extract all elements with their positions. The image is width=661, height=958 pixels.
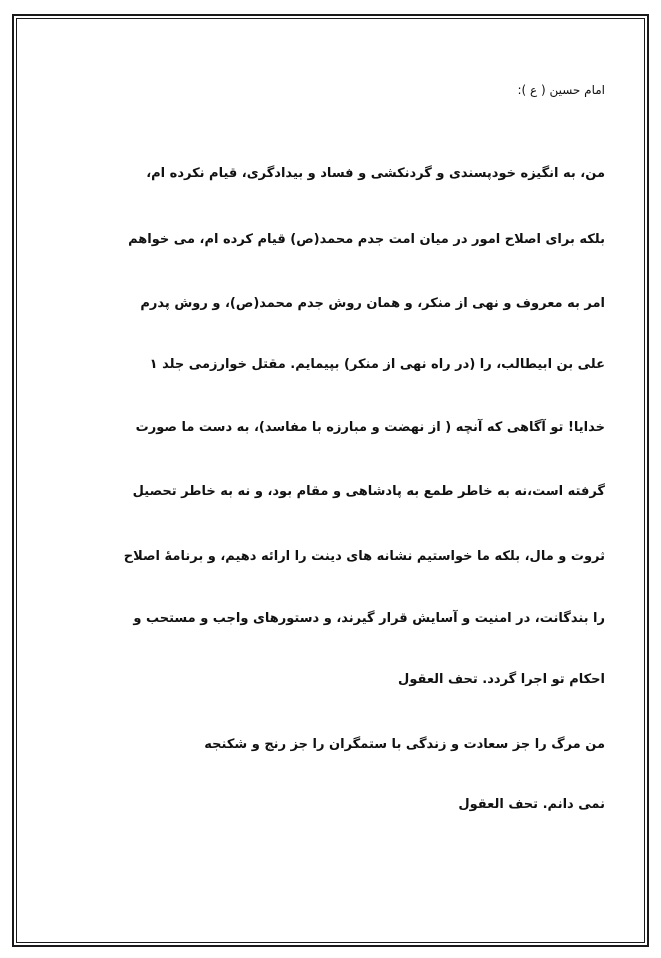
text-line: نمی دانم. تحف العقول bbox=[458, 797, 605, 812]
text-line: ثروت و مال، بلکه ما خواستیم نشانه های دینت را ارائه دهیم، و برنامهٔ اصلاح bbox=[123, 549, 605, 564]
text-line: من، به انگیزه خودپسندی و گردنکشی و فساد و بیدادگری، قیام نکرده ام، bbox=[146, 166, 605, 181]
text-line: امر به معروف و نهی از منکر، و همان روش جدم محمد(ص)، و روش پدرم bbox=[140, 296, 605, 311]
text-line: گرفته است،نه به خاطر طمع به پادشاهی و مقام بود، و نه به خاطر تحصیل bbox=[132, 484, 605, 499]
text-line: را بندگانت، در امنیت و آسایش قرار گیرند، و دستورهای واجب و مستحب و bbox=[133, 611, 605, 626]
text-line: خدایا! تو آگاهی که آنچه ( از نهضت و مبارزه با مفاسد)، به دست ما صورت bbox=[135, 420, 605, 435]
document-heading: امام حسین ( ع ): bbox=[517, 83, 605, 97]
text-line: احکام تو اجرا گردد. تحف العقول bbox=[398, 672, 605, 687]
text-line: علی بن ابیطالب، را (در راه نهی از منکر) بپیمایم. مقتل خوارزمی جلد ۱ bbox=[149, 357, 605, 372]
text-line: بلکه برای اصلاح امور در میان امت جدم محمد(ص) قیام کرده ام، می خواهم bbox=[128, 232, 605, 247]
text-line: من مرگ را جز سعادت و زندگی با ستمگران را جز رنج و شکنجه bbox=[204, 737, 605, 752]
